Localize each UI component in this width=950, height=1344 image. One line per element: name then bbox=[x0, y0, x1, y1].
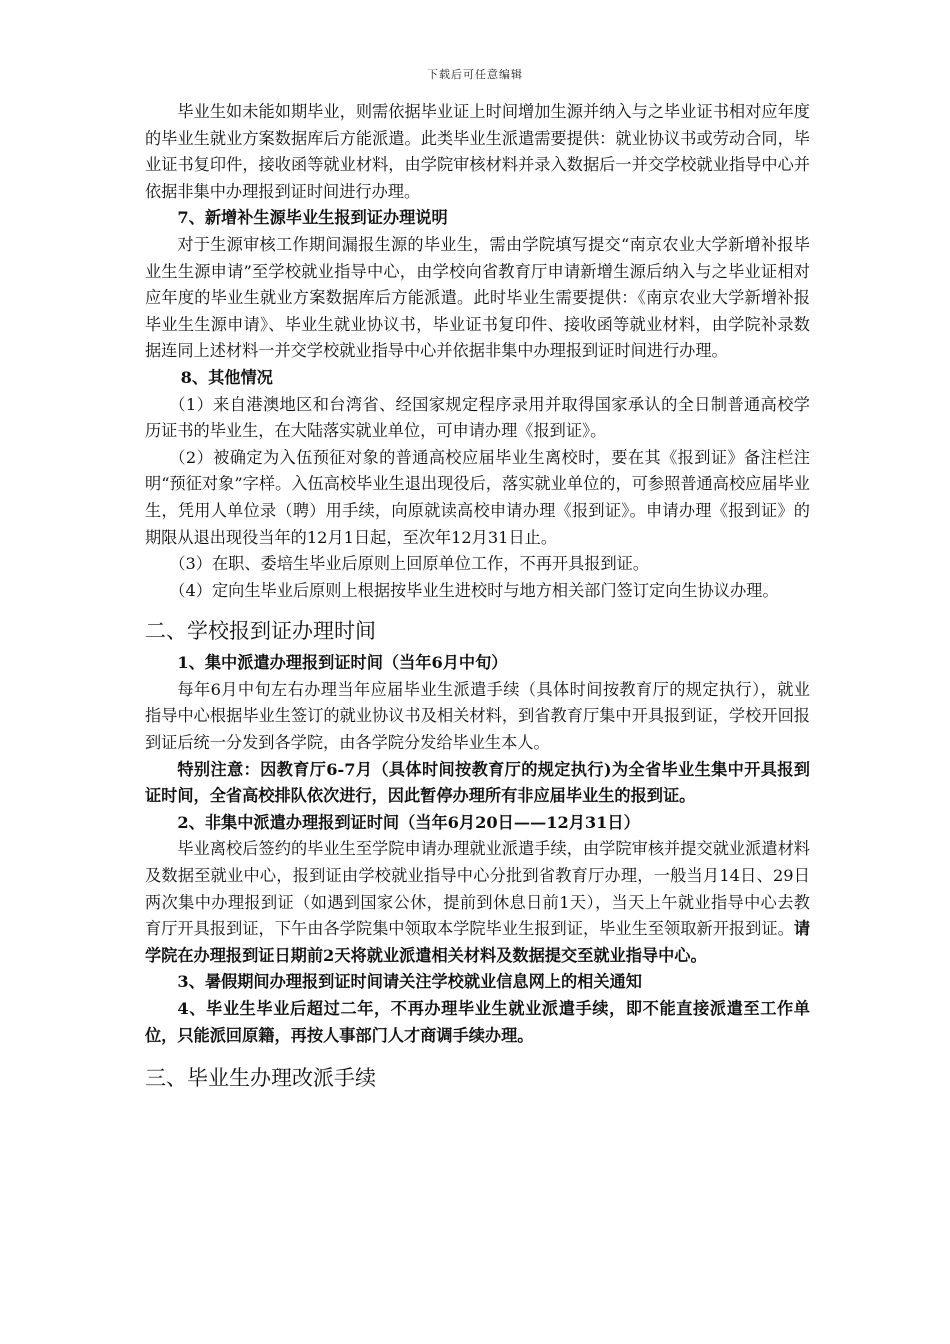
paragraph-other-1: （1）来自港澳地区和台湾省、经国家规定程序录用并取得国家承认的全日制普通高校学历证书的毕业生，在大陆落实就业单位，可申请办理《报到证》。 bbox=[145, 394, 810, 441]
paragraph-special-note: 特别注意：因教育厅6-7月（具体时间按教育厅的规定执行)为全省毕业生集中开具报到证时间，全省高校排队依次进行，因此暂停办理所有非应届毕业生的报到证。 bbox=[145, 759, 810, 806]
heading-non-centralized-time: 2、非集中派遣办理报到证时间（当年6月20日——12月31日） bbox=[177, 812, 640, 832]
paragraph-other-2: （2）被确定为入伍预征对象的普通高校应届毕业生离校时，要在其《报到证》备注栏注明“预征对象”字样。入伍高校毕业生退出现役后，落实就业单位的，可参照普通高校应届毕业生，凭用人单位录（聘）用手续，向原就读高校申请办理《报到证》。申请办理《报到证》的期限从退出现役当年的12月1日起，至次年12月31日止。 bbox=[145, 447, 810, 547]
document-body bbox=[145, 99, 810, 1093]
section-3-title: 三、毕业生办理改派手续 bbox=[145, 1066, 376, 1091]
heading-centralized-time: 1、集中派遣办理报到证时间（当年6月中旬） bbox=[177, 653, 508, 673]
heading-other-cases: 8、其他情况 bbox=[180, 367, 273, 387]
paragraph-non-centralized bbox=[145, 836, 810, 969]
paragraph-new-source: 对于生源审核工作期间漏报生源的毕业生，需由学院填写提交“南京农业大学新增补报毕业生生源申请”至学校就业指导中心，由学校向省教育厅申请新增生源后纳入与之毕业证相对应年度的毕业生就业方案数据库后方能派遣。此时毕业生需要提供：《南京农业大学新增补报毕业生生源申请》、毕业生就业协议书，毕业证书复印件、接收函等就业材料，由学院补录数据连同上述材料一并交学校就业指导中心并依据非集中办理报到证时间进行办理。 bbox=[145, 234, 810, 361]
non-centralized-bold-note: 请学院在办理报到证日期前2天将就业派遣相关材料及数据提交至就业指导中心。 bbox=[145, 919, 810, 965]
header-note: 下载后可任意编辑 bbox=[427, 68, 523, 81]
heading-summer-vacation: 3、暑假期间办理报到证时间请关注学校就业信息网上的相关通知 bbox=[177, 972, 642, 992]
paragraph-other-3: （3）在职、委培生毕业后原则上回原单位工作，不再开具报到证。 bbox=[169, 554, 650, 574]
paragraph-unfinished-graduates: 毕业生如未能如期毕业，则需依据毕业证上时间增加生源并纳入与之毕业证书相对应年度的毕业生就业方案数据库后方能派遣。此类毕业生派遣需要提供：就业协议书或劳动合同，毕业证书复印件，接收函等就业材料，由学院审核材料并录入数据后一并交学校就业指导中心并依据非集中办理报到证时间进行办理。 bbox=[145, 102, 810, 201]
heading-new-source: 7、新增补生源毕业生报到证办理说明 bbox=[177, 208, 448, 228]
paragraph-other-4: （4）定向生毕业后原则上根据按毕业生进校时与地方相关部门签订定向生协议办理。 bbox=[169, 580, 779, 600]
paragraph-centralized: 每年6月中旬左右办理当年应届毕业生派遣手续（具体时间按教育厅的规定执行），就业指导中心根据毕业生签订的就业协议书及相关材料，到省教育厅集中开具报到证，学校开回报到证后统一分发到各学院，由各学院分发给毕业生本人。 bbox=[145, 679, 810, 753]
heading-over-two-years: 4、毕业生毕业后超过二年，不再办理毕业生就业派遣手续，即不能直接派遣至工作单位，只能派回原籍，再按人事部门人才商调手续办理。 bbox=[145, 999, 810, 1045]
section-2-title: 二、学校报到证办理时间 bbox=[145, 619, 376, 644]
non-centralized-text: 毕业离校后签约的毕业生至学院申请办理就业派遣手续，由学院审核并提交就业派遣材料及数据至就业中心，报到证由学校就业指导中心分批到省教育厅办理，一般当月14日、29日两次集中办理报到证（如遇到国家公休，提前到休息日前1天），当天上午就业指导中心去教育厅开具报到证，下午由各学院集中领取本学院毕业生报到证，毕业生至领取新开报到证。 bbox=[145, 839, 810, 939]
